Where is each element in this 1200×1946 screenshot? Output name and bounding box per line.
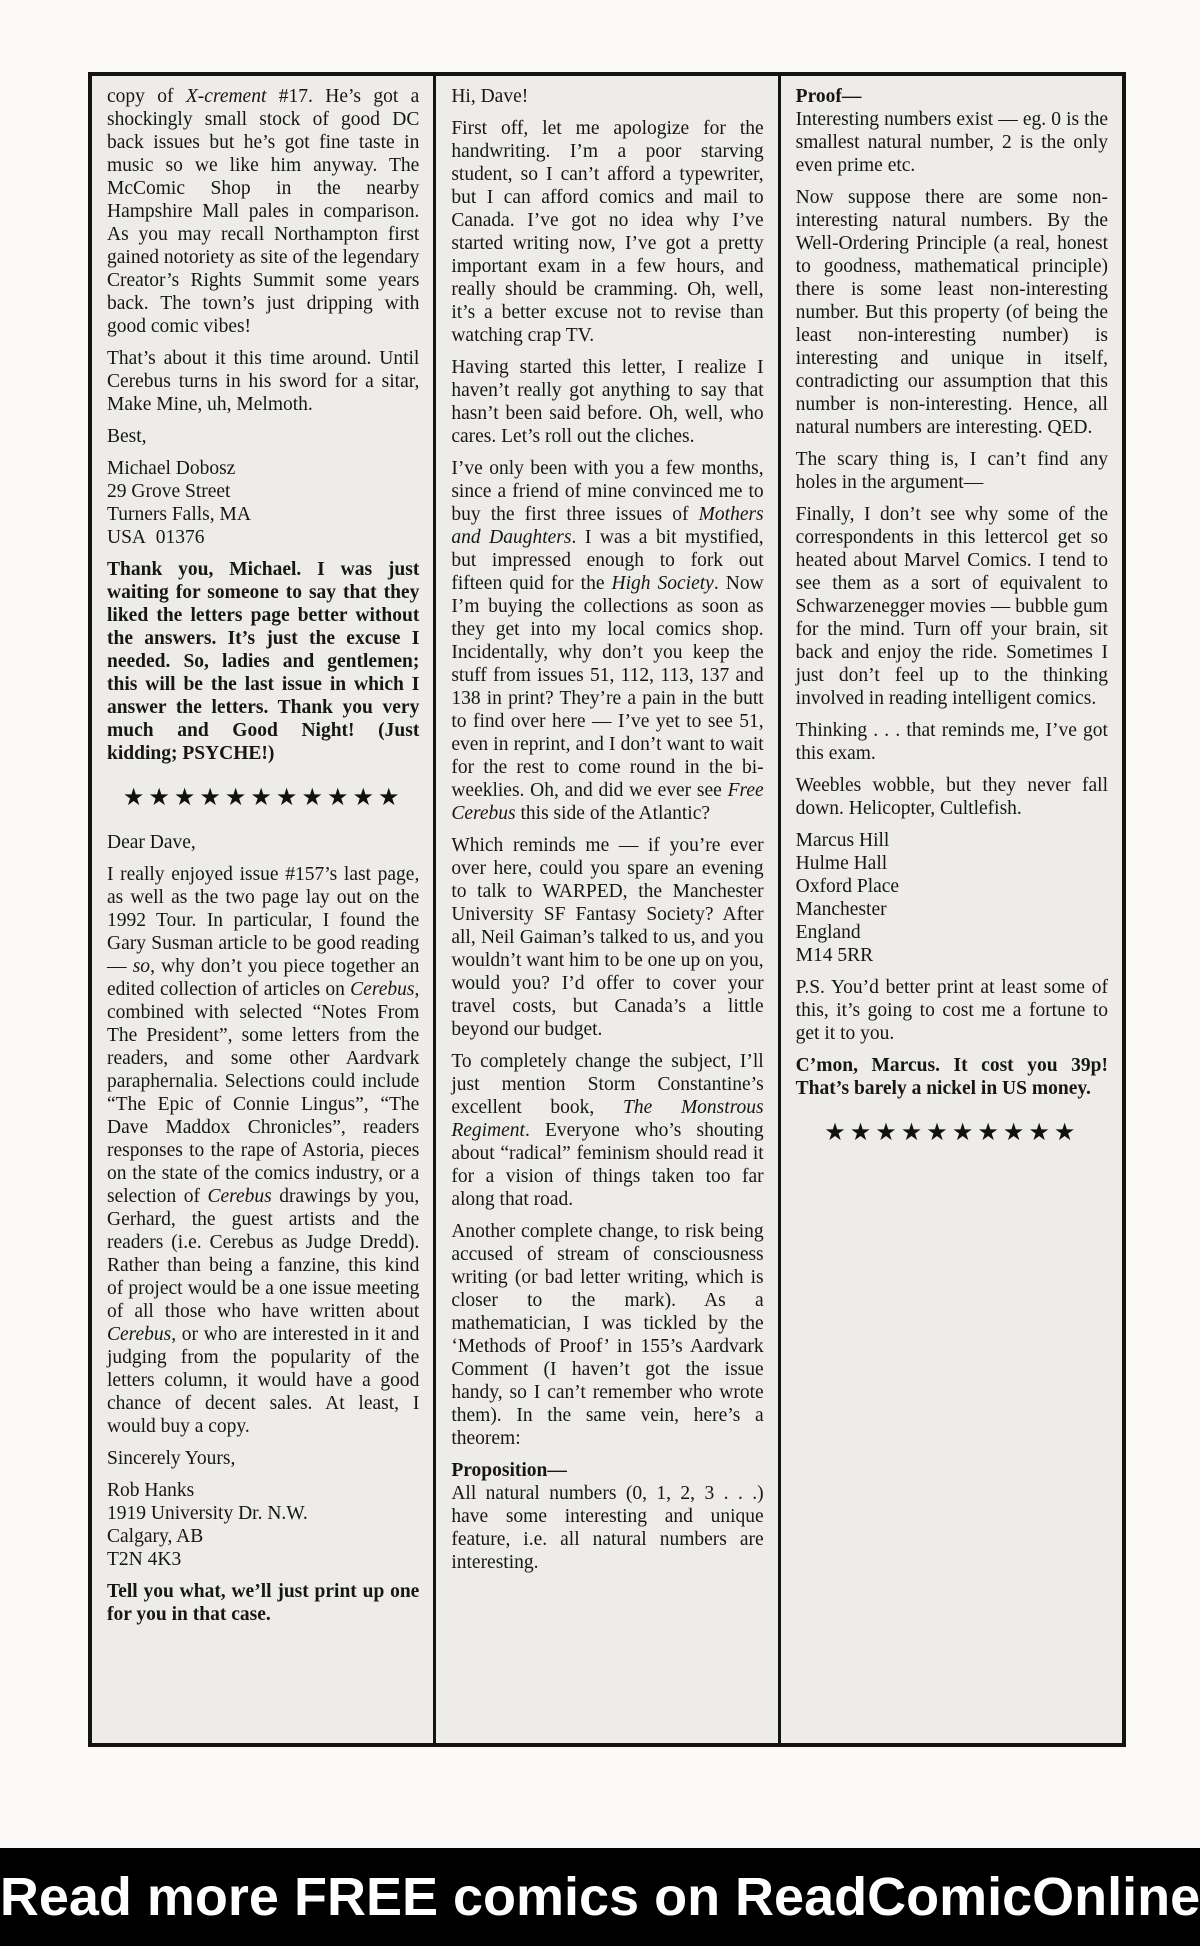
address-line: 29 Grove Street — [107, 481, 231, 502]
address-line: Oxford Place — [795, 876, 900, 897]
paragraph: Best, — [107, 426, 147, 447]
paragraph: The scary thing is, I can’t find any holes in the argument— — [795, 449, 1108, 493]
theorem-heading: Proposition— — [451, 1460, 567, 1481]
paragraph: Weebles wobble, but they never fall down. Helicopter, Cultlefish. — [795, 775, 1108, 819]
theorem-heading: Proof— — [795, 86, 862, 107]
paragraph: Hi, Dave! — [451, 86, 529, 107]
star-divider: ★★★★★★★★★★★ — [122, 783, 404, 811]
star-divider: ★★★★★★★★★★ — [824, 1118, 1080, 1146]
address-line: T2N 4K3 — [107, 1549, 182, 1570]
address-line: Hulme Hall — [795, 853, 888, 874]
paragraph: Sincerely Yours, — [107, 1448, 236, 1469]
address-line: Calgary, AB — [107, 1526, 204, 1547]
paragraph: First off, let me apologize for the handwriting. I’m a poor starving student, so I can’t afford a typewriter, but I can afford comics and mail to Canada. I’ve got no idea why I’ve started writing now, I’ve got a pretty important exam in a few hours, and really should be cramming. Oh, well, it’s a better excuse not to revise than watching crap TV. — [451, 118, 764, 346]
paragraph: Now suppose there are some non-interesting natural numbers. By the Well-Ordering Principle (a real, honest to goodness, mathematical principle) there is some least non-interesting number. But this property (of being the least non-interesting number) is interesting and unique in itself, contradicting our assumption that this number is non-interesting. Hence, all natural numbers are interesting. QED. — [795, 187, 1108, 438]
address-line: Rob Hanks — [107, 1480, 195, 1501]
letter-column-3 — [778, 76, 1122, 1743]
paragraph: To completely change the subject, I’ll just mention Storm Constantine’s excellent book, The Monstrous Regiment. Everyone who’s shouting about “radical” feminism should read it for a vision of things taken too far along that road. — [451, 1051, 764, 1210]
paragraph: I really enjoyed issue #157’s last page, as well as the two page lay out on the 1992 Tour. In particular, I found the Gary Susman article to be good reading — so, why don’t you piece together an edited collection of articles on Cerebus, combined with selected “Notes From The President”, some letters from the readers, and some other Aardvark paraphernalia. Selections could include “The Epic of Connie Lingus”, “The Dave Maddox Chronicles”, readers responses to the rape of Astoria, pieces on the state of the comics industry, or a selection of Cerebus drawings by you, Gerhard, the guest artists and the readers (i.e. Cerebus as Judge Dredd). Rather than being a fanzine, this kind of project would be a one issue meeting of all those who have written about Cerebus, or who are interested in it and judging from the popularity of the letters column, it would have a good chance of decent sales. At least, I would buy a copy. — [107, 864, 420, 1437]
paragraph: Another complete change, to risk being accused of stream of consciousness writing (or bad letter writing, which is closer to the mark). As a mathematician, I was tickled by the ‘Methods of Proof’ in 155’s Aardvark Comment (I haven’t got the issue handy, so I can’t remember who wrote them). In the same vein, here’s a theorem: — [451, 1221, 764, 1449]
editor-reply: C’mon, Marcus. It cost you 39p! That’s barely a nickel in US money. — [795, 1055, 1108, 1099]
paragraph: Dear Dave, — [107, 832, 196, 853]
address-line: Marcus Hill — [795, 830, 890, 851]
editor-reply: Thank you, Michael. I was just waiting for someone to say that they liked the letters page better without the answers. It’s just the excuse I needed. So, ladies and gentlemen; this will be the last issue in which I answer the letters. Thank you very much and Good Night! (Just kidding; PSYCHE!) — [107, 559, 420, 764]
address-block — [107, 457, 419, 549]
address-line: 1919 University Dr. N.W. — [107, 1503, 308, 1524]
paragraph: Thinking . . . that reminds me, I’ve got this exam. — [795, 720, 1108, 764]
letters-page-sheet — [88, 72, 1126, 1747]
letter-column-2 — [433, 76, 777, 1743]
banner-text: Read more FREE comics on ReadComicOnline — [0, 1867, 1200, 1927]
paragraph: Interesting numbers exist — eg. 0 is the smallest natural number, 2 is the only even prime etc. — [795, 109, 1108, 176]
editor-reply: Tell you what, we’ll just print up one for you in that case. — [107, 1581, 420, 1625]
address-line: M14 5RR — [795, 945, 874, 966]
paragraph: Finally, I don’t see why some of the correspondents in this lettercol get so heated about Marvel Comics. I tend to see them as a sort of equivalent to Schwarzenegger movies — bubble gum for the mind. Turn off your brain, sit back and enjoy the ride. Sometimes I just don’t feel up to the thinking involved in reading intelligent comics. — [795, 504, 1108, 709]
paragraph: All natural numbers (0, 1, 2, 3 . . .) have some interesting and unique feature, i.e. all natural numbers are interesting. — [451, 1483, 764, 1573]
paragraph: That’s about it this time around. Until Cerebus turns in his sword for a sitar, Make Mine, uh, Melmoth. — [107, 348, 420, 415]
paragraph: P.S. You’d better print at least some of this, it’s going to cost me a fortune to get it to you. — [795, 977, 1108, 1044]
letter-column-1 — [92, 76, 433, 1743]
readcomiconline-banner[interactable] — [0, 1848, 1200, 1946]
address-block — [796, 829, 1108, 967]
paragraph: I’ve only been with you a few months, since a friend of mine convinced me to buy the first three issues of Mothers and Daughters. I was a bit mystified, but impressed enough to fork out fifteen quid for the High Society. Now I’m buying the collections as soon as they get into my local comics shop. Incidentally, why don’t you keep the stuff from issues 51, 112, 113, 137 and 138 in print? They’re a pain in the butt to find over here — I’ve yet to see 51, even in reprint, and I don’t want to wait for the rest to come round in the bi-weeklies. Oh, and did we ever see Free Cerebus this side of the Atlantic? — [451, 458, 764, 824]
paragraph: copy of X-crement #17. He’s got a shockingly small stock of good DC back issues but he’s got fine taste in music so we like him anyway. The McComic Shop in the nearby Hampshire Mall pales in comparison. As you may recall Northampton first gained notoriety as site of the legendary Creator’s Rights Summit some years back. The town’s just dripping with good comic vibes! — [107, 86, 420, 337]
address-line: Michael Dobosz — [107, 458, 236, 479]
paragraph: Having started this letter, I realize I haven’t really got anything to say that hasn’t been said before. Oh, well, who cares. Let’s roll out the cliches. — [451, 357, 764, 447]
address-line: Turners Falls, MA — [107, 504, 251, 525]
address-block — [107, 1479, 419, 1571]
paragraph: Which reminds me — if you’re ever over here, could you spare an evening to talk to WARPED, the Manchester University SF Fantasy Society? After all, Neil Gaiman’s talked to us, and you wouldn’t want him to be one up on you, would you? I’d offer to cover your travel costs, but Canada’s a little beyond our budget. — [451, 835, 764, 1040]
address-line: Manchester — [795, 899, 887, 920]
address-line: USA 01376 — [107, 527, 205, 548]
address-line: England — [795, 922, 861, 943]
